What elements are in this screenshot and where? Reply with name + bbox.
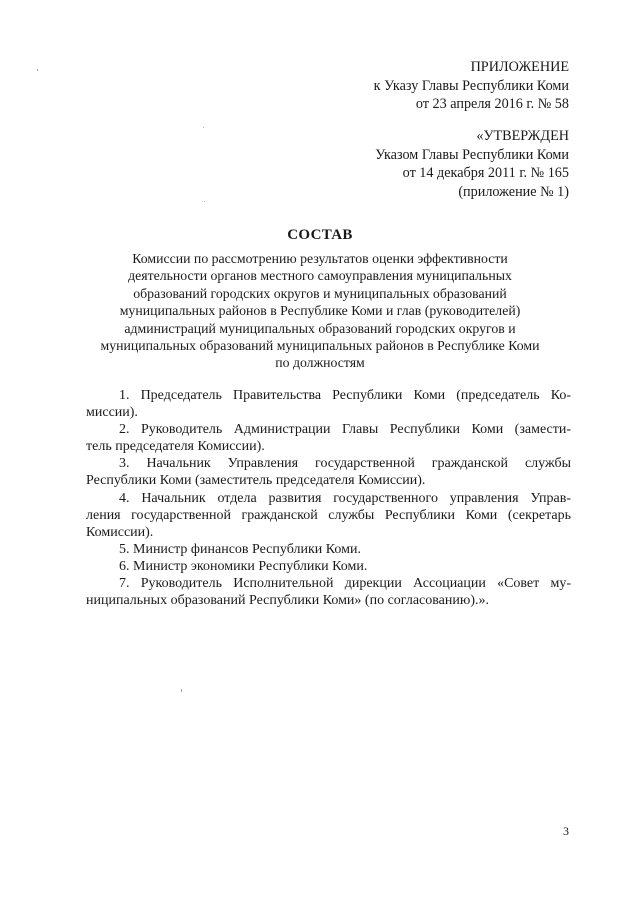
subtitle-line: администраций муниципальных образований городских округов и xyxy=(124,320,516,336)
subtitle-line: по должностям xyxy=(275,355,365,371)
list-item xyxy=(86,387,571,421)
appendix-label: ПРИЛОЖЕНИЕ xyxy=(470,59,569,75)
approval-decree-ref: Указом Главы Республики Коми xyxy=(375,146,569,163)
list-item-line: миссии). xyxy=(86,405,138,421)
subtitle-line: деятельности органов местного самоуправления муниципальных xyxy=(128,268,512,284)
list-item-line: ниципальных образований Республики Коми» (по согласованию).». xyxy=(86,593,489,609)
appendix-header xyxy=(374,58,569,114)
membership-list xyxy=(86,387,571,609)
scan-speck xyxy=(37,69,38,71)
list-item xyxy=(86,490,571,541)
list-item-line: 1. Председатель Правительства Республики Коми (председатель Ко- xyxy=(119,388,571,403)
list-item-line: Комиссии). xyxy=(86,524,154,540)
appendix-decree-ref: к Указу Главы Республики Коми xyxy=(373,77,569,94)
list-item xyxy=(86,541,571,558)
list-item-line: 5. Министр финансов Республики Коми. xyxy=(119,541,361,557)
list-item-line: 4. Начальник отдела развития государственного управления Управ- xyxy=(119,490,571,506)
list-item xyxy=(86,421,571,455)
approval-date: от 14 декабря 2011 г. № 165 xyxy=(402,165,569,182)
subtitle-line: муниципальных образований муниципальных районов в Республике Коми xyxy=(100,338,540,354)
scan-speck xyxy=(203,127,204,128)
document-subtitle xyxy=(0,250,640,372)
list-item-line: ления государственной гражданской службы Республики Коми (секретарь xyxy=(86,507,571,523)
approval-appendix-ref: (приложение № 1) xyxy=(458,183,569,200)
subtitle-line: муниципальных районов в Республике Коми и глав (руководителей) xyxy=(119,303,521,319)
approval-label: «УТВЕРЖДЕН xyxy=(476,128,569,144)
list-item-line: 7. Руководитель Исполнительной дирекции Ассоциации «Совет му- xyxy=(119,576,571,592)
list-item-line: Республики Коми (заместитель председателя Комиссии). xyxy=(86,473,426,489)
subtitle-line: образований городских округов и муниципальных образований xyxy=(133,285,507,301)
subtitle-line: Комиссии по рассмотрению результатов оценки эффективности xyxy=(132,251,508,266)
document-title: СОСТАВ xyxy=(287,227,353,243)
list-item-line: 3. Начальник Управления государственной гражданской службы xyxy=(119,456,571,472)
list-item xyxy=(86,558,571,575)
list-item-line: тель председателя Комиссии). xyxy=(86,439,265,455)
appendix-date: от 23 апреля 2016 г. № 58 xyxy=(415,96,569,113)
list-item xyxy=(86,575,571,609)
list-item-line: 2. Руководитель Администрации Главы Республики Коми (замести- xyxy=(119,422,571,438)
list-item xyxy=(86,455,571,489)
approval-header xyxy=(375,127,569,201)
list-item-line: 6. Министр экономики Республики Коми. xyxy=(119,558,368,574)
scan-speck xyxy=(204,201,205,202)
scan-speck xyxy=(181,689,182,692)
page-number: 3 xyxy=(563,824,569,838)
